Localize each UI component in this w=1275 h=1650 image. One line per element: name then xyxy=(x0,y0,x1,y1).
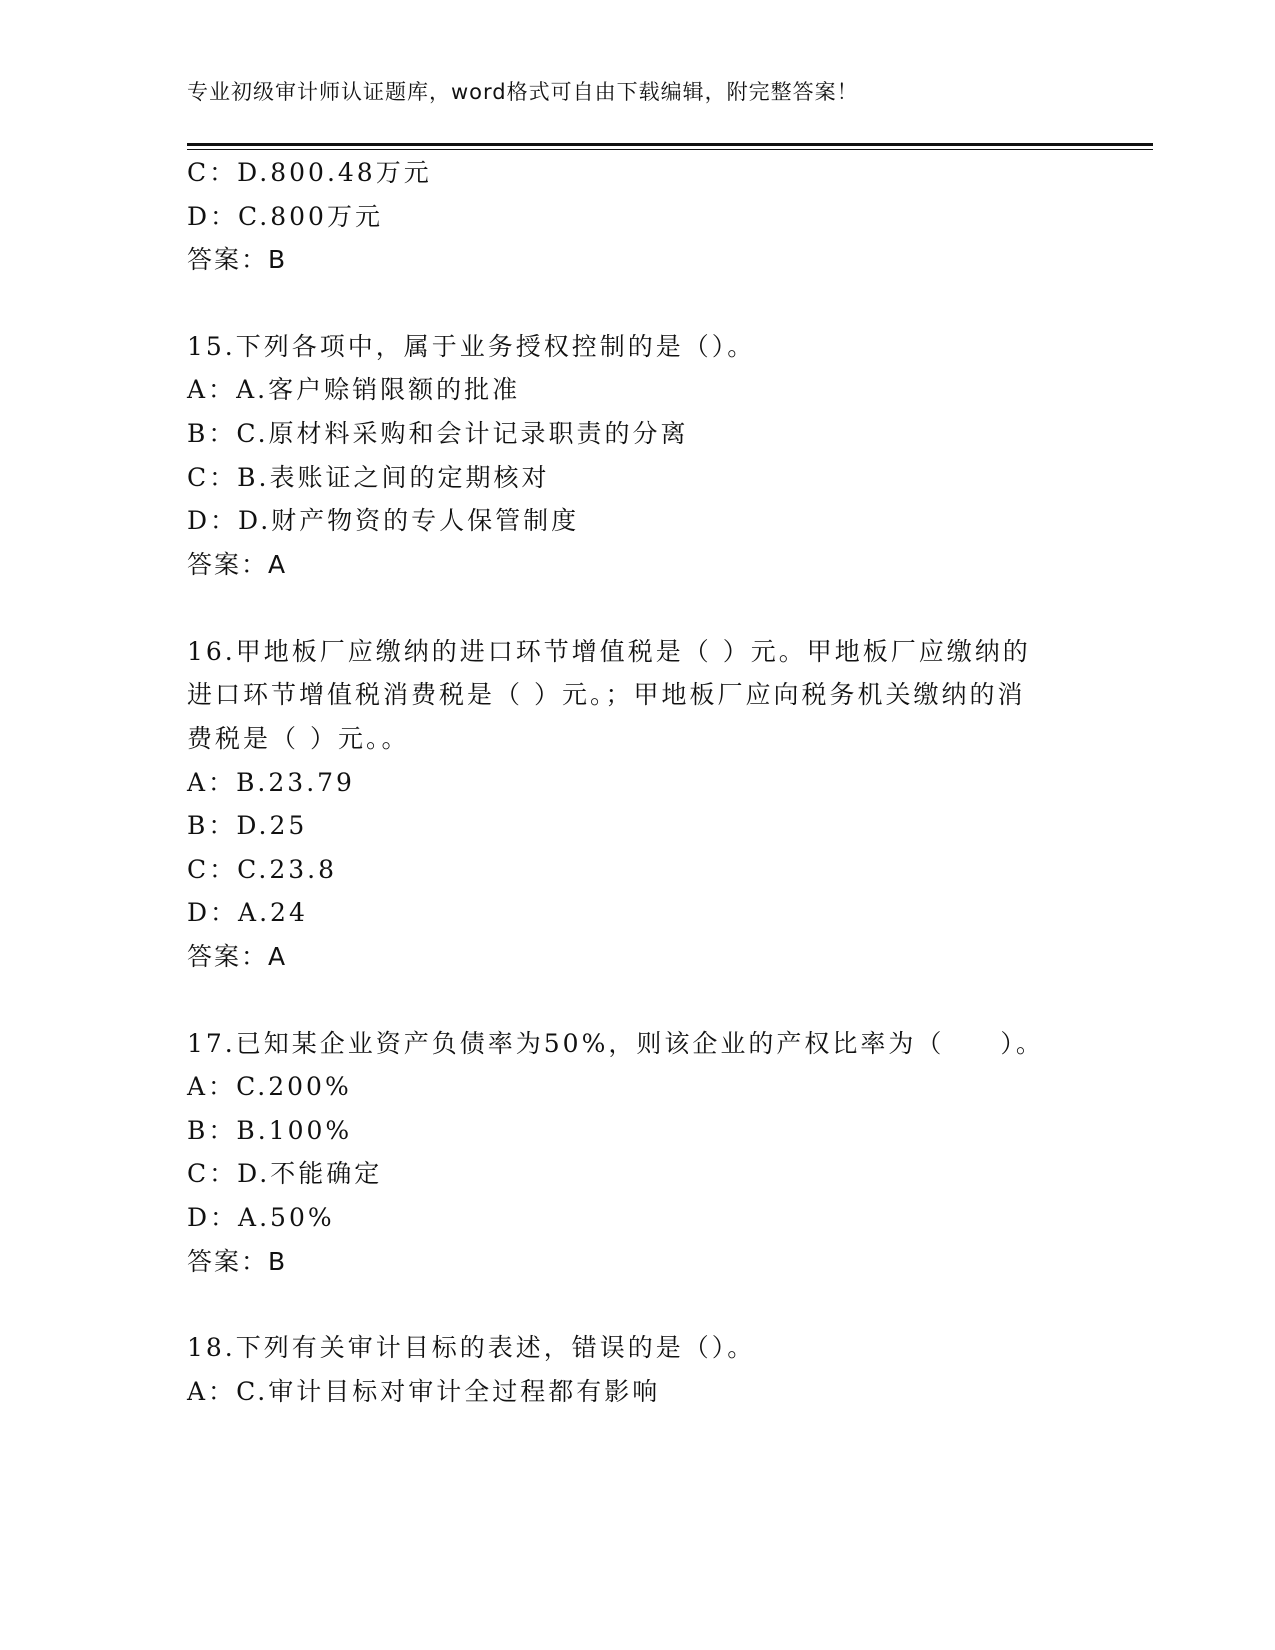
option-line xyxy=(187,1157,382,1191)
option-line xyxy=(187,896,308,930)
option-text: C.800万元 xyxy=(238,202,383,231)
option-key: B： xyxy=(187,419,237,448)
option-key: A： xyxy=(187,375,237,404)
question-stem-line: 16.甲地板厂应缴纳的进口环节增值税是（ ）元。甲地板厂应缴纳的 xyxy=(187,637,1031,666)
option-line xyxy=(187,766,355,800)
option-text: A.50% xyxy=(238,1203,335,1232)
option-text: D.25 xyxy=(236,811,308,840)
answer-line: 答案：A xyxy=(187,550,288,579)
option-text: B.100% xyxy=(236,1116,353,1145)
option-key: C： xyxy=(187,855,238,884)
option-line xyxy=(187,1201,335,1235)
option-text: C.审计目标对审计全过程都有影响 xyxy=(236,1377,661,1406)
option-key: A： xyxy=(187,768,237,797)
option-line xyxy=(187,853,337,887)
option-line xyxy=(187,417,689,451)
answer-line: 答案：A xyxy=(187,942,288,971)
option-text: C.200% xyxy=(236,1072,352,1101)
answer-line: 答案：B xyxy=(187,245,288,274)
option-line xyxy=(187,200,383,234)
header-rule-thick xyxy=(187,143,1153,146)
option-line xyxy=(187,373,520,407)
option-key: B： xyxy=(187,811,237,840)
option-text: A.24 xyxy=(238,898,308,927)
question-stem: 17.已知某企业资产负债率为50%，则该企业的产权比率为（ ）。 xyxy=(187,1029,1044,1058)
option-line xyxy=(187,504,579,538)
option-text: B.23.79 xyxy=(236,768,355,797)
question-stem: 15.下列各项中，属于业务授权控制的是（）。 xyxy=(187,332,756,361)
option-text: A.客户赊销限额的批准 xyxy=(236,375,521,404)
question-stem: 18.下列有关审计目标的表述，错误的是（）。 xyxy=(187,1333,756,1362)
option-line xyxy=(187,461,549,495)
option-key: D： xyxy=(187,898,239,927)
option-key: B： xyxy=(187,1116,237,1145)
option-line xyxy=(187,1114,352,1148)
option-text: D.不能确定 xyxy=(237,1159,383,1188)
question-stem-line: 费税是（ ）元。。 xyxy=(187,724,410,753)
option-key: A： xyxy=(187,1072,237,1101)
page-header: 专业初级审计师认证题库，word格式可自由下载编辑，附完整答案！ xyxy=(187,80,859,104)
option-key: C： xyxy=(187,463,238,492)
option-text: B.表账证之间的定期核对 xyxy=(237,463,550,492)
option-key: D： xyxy=(187,506,239,535)
option-line xyxy=(187,156,432,190)
option-line xyxy=(187,1070,352,1104)
option-line xyxy=(187,809,307,843)
option-text: D.财产物资的专人保管制度 xyxy=(238,506,580,535)
option-text: D.800.48万元 xyxy=(237,158,432,187)
question-stem-line: 进口环节增值税消费税是（ ）元。；甲地板厂应向税务机关缴纳的消 xyxy=(187,680,1026,709)
option-line xyxy=(187,1375,660,1409)
option-key: C： xyxy=(187,158,238,187)
option-key: C： xyxy=(187,1159,238,1188)
option-text: C.23.8 xyxy=(237,855,337,884)
answer-line: 答案：B xyxy=(187,1247,288,1276)
header-rule-thin xyxy=(187,149,1153,150)
option-key: A： xyxy=(187,1377,237,1406)
option-text: C.原材料采购和会计记录职责的分离 xyxy=(236,419,689,448)
option-key: D： xyxy=(187,1203,239,1232)
option-key: D： xyxy=(187,202,239,231)
